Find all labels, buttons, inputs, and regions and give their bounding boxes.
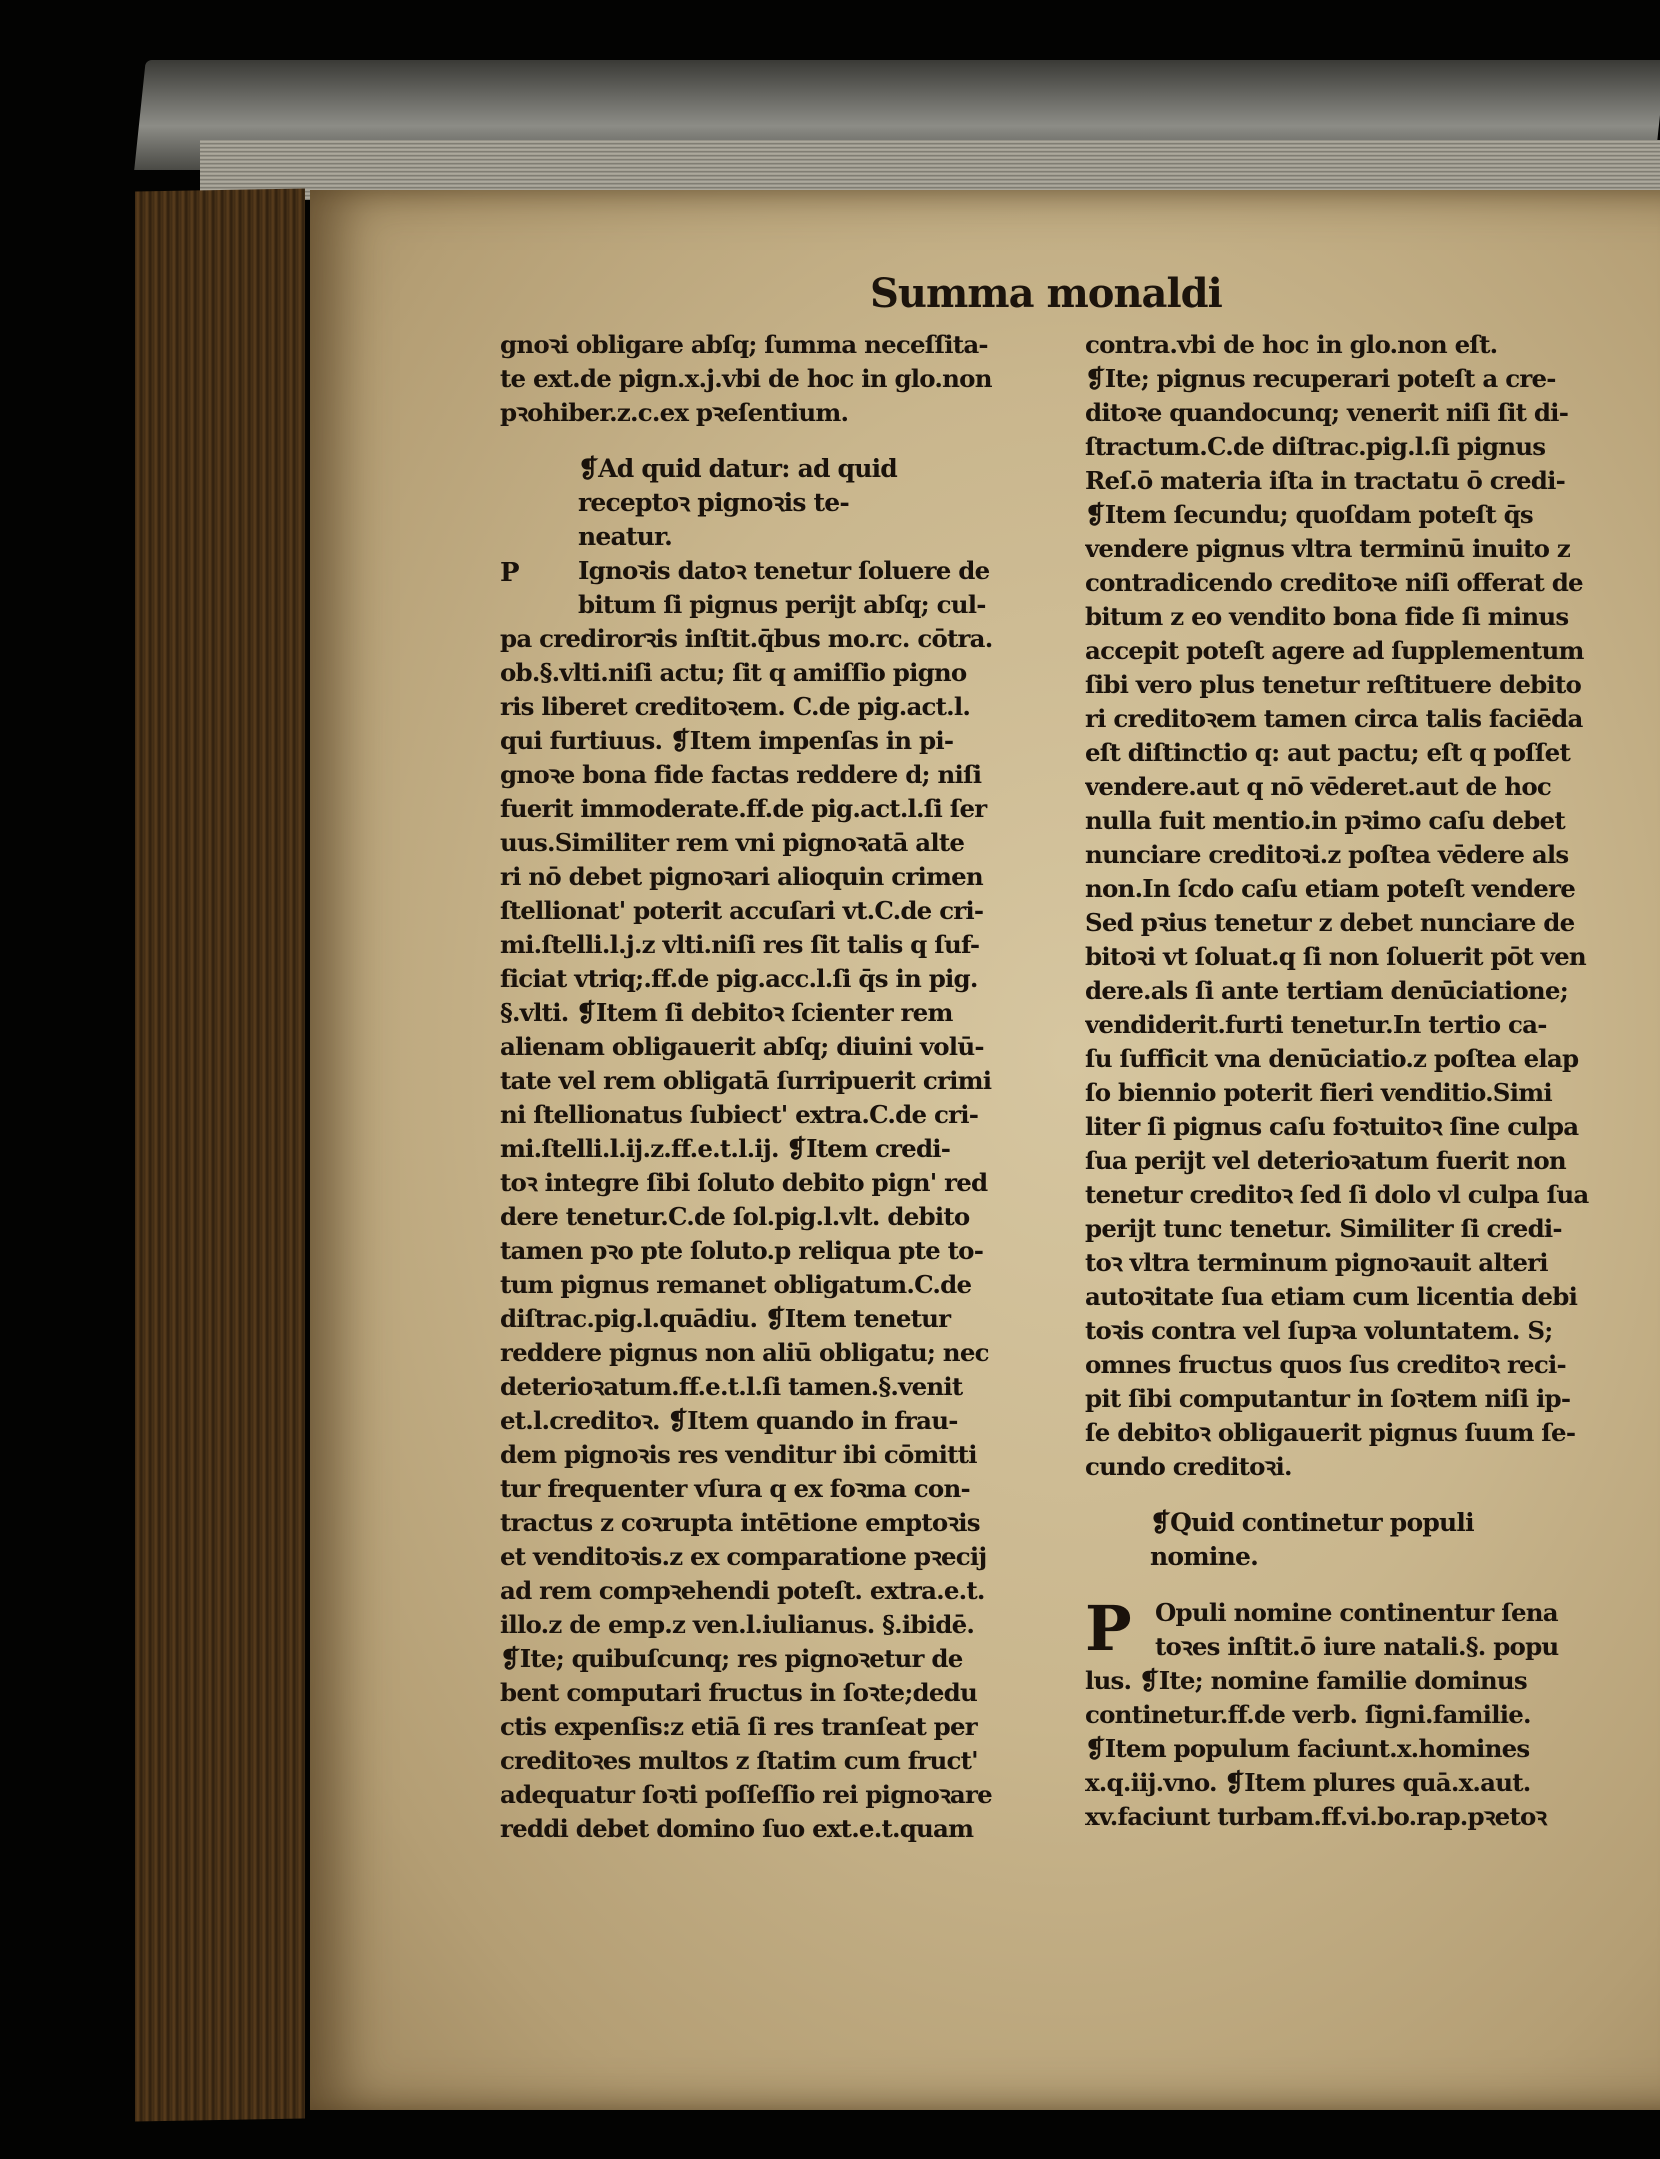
text-line: dem pignoꝛis res venditur ibi cōmitti: [500, 1440, 977, 1469]
text-line: vendere pignus vltra terminū inuito z: [1085, 534, 1571, 563]
text-line: ficiat vtriq;.ff.de pig.acc.l.ſi q̄s in pig.: [500, 964, 978, 993]
book: [40, 20, 1660, 2100]
text-line: ad rem compꝛehendi poteſt. extra.e.t.: [500, 1576, 985, 1605]
text-line: dere.als ſi ante tertiam denūciatione;: [1085, 976, 1568, 1005]
paragraph-initial-block: [1085, 1592, 1660, 1665]
text-line: toꝛ vltra terminum pignoꝛauit alteri: [1085, 1248, 1548, 1277]
text-line: vendere.aut q nō vēderet.aut de hoc: [1085, 772, 1551, 801]
text-line: omnes fructus quos ſus creditoꝛ reci-: [1085, 1350, 1566, 1379]
text-line: ſua perijt vel deterioꝛatum fuerit non: [1085, 1146, 1566, 1175]
text-line: nunciare creditoꝛi.z poſtea vēdere als: [1085, 840, 1569, 869]
text-line: gnoꝛi obligare abſq; ſumma neceſſita-: [500, 330, 988, 359]
text-line: ſu ſufficit vna denūciatio.z poſtea elap: [1085, 1044, 1579, 1073]
text-line: adequatur ſoꝛti poſſeſſio rei pignoꝛare: [500, 1780, 992, 1809]
text-line: tur frequenter vſura q ex foꝛma con-: [500, 1474, 970, 1503]
paragraph-initial-block: [500, 554, 1075, 622]
decorated-initial: P: [1085, 1592, 1131, 1665]
text-line: reddere pignus non aliū obligatu; nec: [500, 1338, 989, 1367]
text-line: vendiderit.furti tenetur.In tertio ca-: [1085, 1010, 1547, 1039]
left-column: [500, 328, 1075, 1846]
text-line: mi.ſtelli.l.j.z vlti.niſi res ſit talis q ſuf-: [500, 930, 980, 959]
rubric-line: nomine.: [1150, 1542, 1258, 1571]
text-line: uus.Similiter rem vni pignoꝛatā alte: [500, 828, 965, 857]
text-line: pꝛohiber.z.c.ex pꝛeſentium.: [500, 398, 849, 427]
text-line: ditoꝛe quandocunq; venerit niſi ſit di-: [1085, 398, 1569, 427]
text-line: lus. ❡Ite; nomine familie dominus: [1085, 1666, 1527, 1695]
text-line: tractus z coꝛrupta intētione emptoꝛis: [500, 1508, 980, 1537]
text-line: ſe debitoꝛ obligauerit pignus ſuum ſe-: [1085, 1418, 1576, 1447]
text-line: gnoꝛe bona fide factas reddere d; niſi: [500, 760, 982, 789]
text-line: ni ſtellionatus ſubiect' extra.C.de cri-: [500, 1100, 979, 1129]
text-line: fuerit immoderate.ff.de pig.act.l.ſi ſer: [500, 794, 987, 823]
rubric-line: ❡Ad quid datur: ad quid: [578, 454, 897, 483]
text-line: toꝛis contra vel ſupꝛa voluntatem. S;: [1085, 1316, 1553, 1345]
text-line: illo.z de emp.z ven.l.iulianus. §.ibidē.: [500, 1610, 975, 1639]
text-line: dere tenetur.C.de ſol.pig.l.vlt. debito: [500, 1202, 970, 1231]
text-line: creditoꝛes multos z ſtatim cum fruct': [500, 1746, 978, 1775]
text-line: bitum ſi pignus perijt abſq; cul-: [578, 590, 986, 619]
page-edge-left: [135, 189, 305, 2122]
paragraph-initial: P: [500, 558, 519, 588]
text-line: bent computari fructus in ſoꝛte;dedu: [500, 1678, 978, 1707]
text-line: bitoꝛi vt ſoluat.q ſi non ſoluerit pōt ven: [1085, 942, 1586, 971]
text-line: Reſ.ō materia iſta in tractatu ō credi-: [1085, 466, 1565, 495]
text-line: ❡Item populum faciunt.x.homines: [1085, 1734, 1530, 1763]
text-line: diſtrac.pig.l.quādiu. ❡Item tenetur: [500, 1304, 951, 1333]
text-line: ſibi vero plus tenetur reſtituere debito: [1085, 670, 1582, 699]
text-line: ❡Ite; pignus recuperari poteſt a cre-: [1085, 364, 1556, 393]
text-line: tamen pꝛo pte ſoluto.p reliqua pte to-: [500, 1236, 984, 1265]
text-line: bitum z eo vendito bona fide ſi minus: [1085, 602, 1569, 631]
text-line: mi.ſtelli.l.ij.z.ff.e.t.l.ij. ❡Item credi-: [500, 1134, 951, 1163]
rubric-line: receptoꝛ pignoꝛis te-: [578, 488, 849, 517]
text-line: toꝛes inſtit.ō iure natali.§. popu: [1155, 1632, 1559, 1661]
text-line: te ext.de pign.x.j.vbi de hoc in glo.non: [500, 364, 992, 393]
text-line: ob.§.vlti.niſi actu; ſit q amiſſio pigno: [500, 658, 967, 687]
text-line: eſt diſtinctio q: aut pactu; eſt q poſſet: [1085, 738, 1570, 767]
text-line: perijt tunc tenetur. Similiter ſi credi-: [1085, 1214, 1562, 1243]
text-line: nulla fuit mentio.in pꝛimo caſu debet: [1085, 806, 1565, 835]
text-line: ctis expenſis:z etiā ſi res tranſeat per: [500, 1712, 977, 1741]
text-line: contradicendo creditoꝛe niſi offerat de: [1085, 568, 1583, 597]
text-line: ❡Item ſecundu; quoſdam poteſt q̄s: [1085, 500, 1533, 529]
text-line: pa credirorꝛis inſtit.q̄bus mo.rc. cōtra.: [500, 624, 993, 653]
text-line: et venditoꝛis.z ex comparatione pꝛecij: [500, 1542, 987, 1571]
page: [310, 190, 1660, 2110]
text-line: ſo biennio poterit fieri venditio.Simi: [1085, 1078, 1552, 1107]
text-line: ris liberet creditoꝛem. C.de pig.act.l.: [500, 692, 971, 721]
text-line: contra.vbi de hoc in glo.non eſt.: [1085, 330, 1498, 359]
text-line: cundo creditoꝛi.: [1085, 1452, 1292, 1481]
text-line: ri nō debet pignoꝛari alioquin crimen: [500, 862, 983, 891]
text-line: Sed pꝛius tenetur z debet nunciare de: [1085, 908, 1575, 937]
text-line: deterioꝛatum.ff.e.t.l.ſi tamen.§.venit: [500, 1372, 963, 1401]
text-line: xv.faciunt turbam.ff.vi.bo.rap.pꝛetoꝛ: [1085, 1802, 1547, 1831]
text-line: Ignoꝛis datoꝛ tenetur ſoluere de: [578, 556, 990, 585]
text-line: §.vlti. ❡Item ſi debitoꝛ ſcienter rem: [500, 998, 953, 1027]
text-line: ſtractum.C.de diſtrac.pig.l.ſi pignus: [1085, 432, 1546, 461]
text-line: tate vel rem obligatā ſurripuerit crimi: [500, 1066, 992, 1095]
rubric-line: neatur.: [578, 522, 672, 551]
text-line: toꝛ integre ſibi ſoluto debito pign' red: [500, 1168, 988, 1197]
text-line: qui furtiuus. ❡Item impenſas in pi-: [500, 726, 954, 755]
text-line: reddi debet domino ſuo ext.e.t.quam: [500, 1814, 974, 1843]
right-column: [1085, 328, 1660, 1834]
text-line: ❡Ite; quibuſcunq; res pignoꝛetur de: [500, 1644, 963, 1673]
text-line: continetur.ff.de verb. ſigni.familie.: [1085, 1700, 1531, 1729]
text-line: x.q.iij.vno. ❡Item plures quā.x.aut.: [1085, 1768, 1531, 1797]
text-line: alienam obligauerit abſq; diuini volū-: [500, 1032, 984, 1061]
running-head: Summa monaldi: [870, 270, 1222, 317]
text-line: pit ſibi computantur in ſoꝛtem niſi ip-: [1085, 1384, 1571, 1413]
rubric-line: ❡Quid continetur populi: [1150, 1508, 1474, 1537]
text-line: tum pignus remanet obligatum.C.de: [500, 1270, 972, 1299]
text-line: liter ſi pignus caſu foꝛtuitoꝛ ſine culpa: [1085, 1112, 1579, 1141]
text-line: et.l.creditoꝛ. ❡Item quando in frau-: [500, 1406, 958, 1435]
text-line: autoꝛitate ſua etiam cum licentia debi: [1085, 1282, 1578, 1311]
text-line: ſtellionat' poterit accuſari vt.C.de cri-: [500, 896, 984, 925]
text-line: tenetur creditoꝛ ſed ſi dolo vl culpa ſua: [1085, 1180, 1589, 1209]
text-line: ri creditoꝛem tamen circa talis faciēda: [1085, 704, 1583, 733]
text-line: accepit poteſt agere ad ſupplementum: [1085, 636, 1584, 665]
text-line: non.In ſcdo caſu etiam poteſt vendere: [1085, 874, 1575, 903]
text-line: Opuli nomine continentur ſena: [1155, 1598, 1558, 1627]
